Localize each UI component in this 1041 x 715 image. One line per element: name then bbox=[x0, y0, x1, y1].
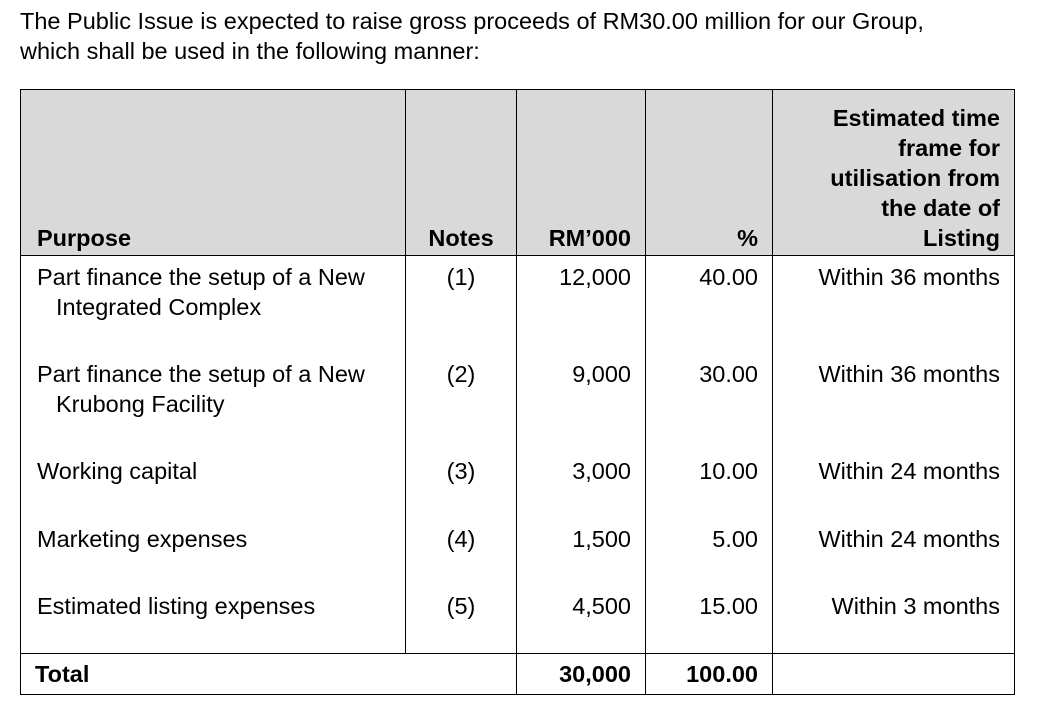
row-rm: 1,500 bbox=[517, 518, 646, 585]
row-rm: 4,500 bbox=[517, 585, 646, 654]
header-purpose: Purpose bbox=[21, 90, 406, 256]
intro-paragraph bbox=[20, 6, 1030, 66]
header-time-line: Listing bbox=[922, 225, 1000, 251]
row-percent: 30.00 bbox=[646, 353, 773, 450]
row-percent: 5.00 bbox=[646, 518, 773, 585]
header-time-line: frame for bbox=[898, 135, 1000, 161]
row-time-frame: Within 24 months bbox=[773, 518, 1015, 585]
header-percent: % bbox=[646, 90, 773, 256]
row-time-frame: Within 36 months bbox=[773, 353, 1015, 450]
row-purpose bbox=[21, 585, 406, 654]
table-header-row bbox=[21, 90, 1015, 256]
row-percent: 10.00 bbox=[646, 450, 773, 518]
header-time-line: the date of bbox=[881, 195, 1000, 221]
row-rm: 3,000 bbox=[517, 450, 646, 518]
total-percent: 100.00 bbox=[646, 654, 773, 695]
row-percent: 15.00 bbox=[646, 585, 773, 654]
purpose-line: Part finance the setup of a New bbox=[37, 360, 365, 387]
intro-line-2: which shall be used in the following manner: bbox=[20, 38, 480, 64]
total-time-frame-empty bbox=[773, 654, 1015, 695]
row-notes: (3) bbox=[406, 450, 517, 518]
row-purpose bbox=[21, 256, 406, 353]
purpose-line-continued: Integrated Complex bbox=[56, 294, 262, 320]
total-rm: 30,000 bbox=[517, 654, 646, 695]
row-purpose bbox=[21, 353, 406, 450]
header-time-line: utilisation from bbox=[830, 165, 1000, 191]
row-notes: (4) bbox=[406, 518, 517, 585]
table-row bbox=[21, 256, 1015, 353]
row-notes: (1) bbox=[406, 256, 517, 353]
table-row bbox=[21, 585, 1015, 654]
table-row bbox=[21, 450, 1015, 518]
row-rm: 12,000 bbox=[517, 256, 646, 353]
header-time-frame bbox=[773, 90, 1015, 256]
header-time-line: Estimated time bbox=[832, 105, 1000, 131]
purpose-line: Estimated listing expenses bbox=[37, 592, 316, 619]
row-notes: (5) bbox=[406, 585, 517, 654]
row-rm: 9,000 bbox=[517, 353, 646, 450]
header-rm: RM’000 bbox=[517, 90, 646, 256]
row-purpose bbox=[21, 450, 406, 518]
table-total-row bbox=[21, 654, 1015, 695]
row-time-frame: Within 36 months bbox=[773, 256, 1015, 353]
intro-line-1: The Public Issue is expected to raise gross proceeds of RM30.00 million for our Group, bbox=[20, 8, 924, 34]
purpose-line: Part finance the setup of a New bbox=[37, 264, 365, 290]
row-time-frame: Within 3 months bbox=[773, 585, 1015, 654]
row-purpose bbox=[21, 518, 406, 585]
row-notes: (2) bbox=[406, 353, 517, 450]
purpose-line: Marketing expenses bbox=[37, 525, 248, 552]
use-of-proceeds-table bbox=[20, 89, 1015, 695]
header-notes: Notes bbox=[406, 90, 517, 256]
purpose-line-continued: Krubong Facility bbox=[56, 390, 225, 417]
total-label: Total bbox=[21, 654, 517, 695]
row-percent: 40.00 bbox=[646, 256, 773, 353]
table-row bbox=[21, 518, 1015, 585]
row-time-frame: Within 24 months bbox=[773, 450, 1015, 518]
table-row bbox=[21, 353, 1015, 450]
purpose-line: Working capital bbox=[37, 457, 198, 484]
